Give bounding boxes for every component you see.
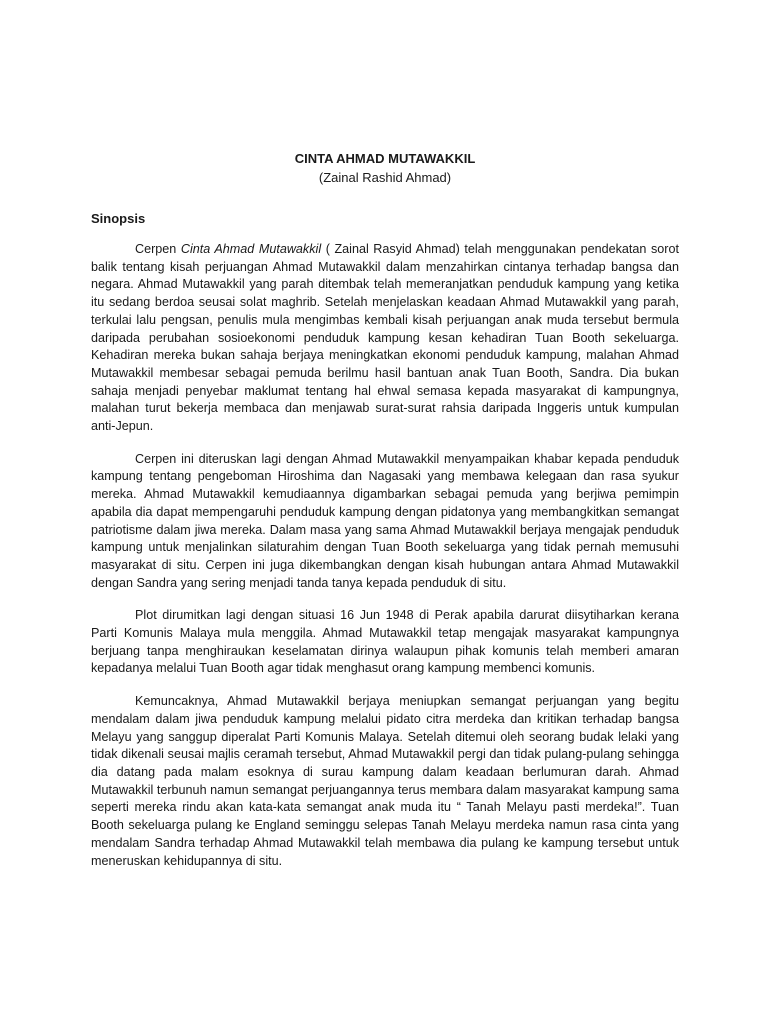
synopsis-paragraph-3: Plot dirumitkan lagi dengan situasi 16 Jun 1948 di Perak apabila darurat diisytiharkan kerana Parti Komunis Malaya mula menggila. Ahmad Mutawakkil tetap mengajak masyarakat kampungnya berjuang tanpa menghiraukan keselamatan dirinya walaupun pihak komunis telah memberi amaran kepadanya melalui Tuan Booth agar tidak menghasut orang kampung membenci komunis. (91, 608, 679, 676)
synopsis-paragraph-1 (91, 241, 679, 436)
section-heading-sinopsis: Sinopsis (91, 211, 146, 226)
synopsis-paragraph-2: Cerpen ini diteruskan lagi dengan Ahmad Mutawakkil menyampaikan khabar kepada penduduk kampung tentang pengeboman Hiroshima dan Nagasaki yang membawa kelegaan dan rasa syukur mereka. Ahmad Mutawakkil kemudiaannya digambarkan sebagai pemuda yang berjiwa pemimpin apabila dia dapat mempengaruhi penduduk kampung dengan pidatonya yang membangkitkan semangat patriotisme dalam jiwa mereka. Dalam masa yang sama Ahmad Mutawakkil berjaya mengajak penduduk kampung untuk menjalinkan silaturahim dengan Tuan Booth sekeluarga yang tidak pernah memusuhi masyarakat di situ. Cerpen ini juga dikembangkan dengan kisah hubungan antara Ahmad Mutawakkil dengan Sandra yang sering menjadi tanda tanya kepada penduduk di situ. (91, 451, 679, 590)
paragraph-1-body-text: ( Zainal Rasyid Ahmad) telah menggunakan pendekatan sorot balik tentang kisah perjuangan Ahmad Mutawakkil dalam menzahirkan cintanya terhadap bangsa dan negara. Ahmad Mutawakkil yang parah ditembak telah memeranjatkan penduduk kampung yang ketika itu sedang berdoa seusai solat maghrib. Setelah menjelaskan keadaan Ahmad Mutawakkil yang parah, terkulai lalu pengsan, penulis mula mengimbas kembali kisah perjuangan anak muda tersebut bermula daripada perubahan sosioekonomi penduduk kampung kesan kehadiran Tuan Booth sekeluarga. Kehadiran mereka bukan sahaja berjaya meningkatkan ekonomi penduduk kampung, malahan Ahmad Mutawakkil membesar sebagai pemuda berilmu hasil bantuan anak Tuan Booth, Sandra. Dia bukan sahaja menjadi penyebar maklumat tentang hal ehwal semasa kepada masyarakat di kampungnya, malahan turut bekerja membaca dan menjawab surat-surat rahsia daripada Inggeris untuk kumpulan anti-Jepun. (91, 242, 679, 434)
document-page (91, 150, 679, 870)
paragraph-1-lead-text: Cerpen (135, 242, 181, 256)
document-title: CINTA AHMAD MUTAWAKKIL (294, 151, 476, 166)
story-title-italic: Cinta Ahmad Mutawakkil (180, 242, 322, 256)
synopsis-paragraph-4: Kemuncaknya, Ahmad Mutawakkil berjaya meniupkan semangat perjuangan yang begitu mendalam dalam jiwa penduduk kampung melalui pidato citra merdeka dan kritikan terhadap bangsa Melayu yang sanggup diperalat Parti Komunis Malaya. Setelah ditemui oleh seorang budak lelaki yang tidak dikenali seusai majlis ceramah tersebut, Ahmad Mutawakkil pergi dan tidak pulang-pulang sehingga dia datang pada malam esoknya di surau kampung dalam keadaan berlumuran darah. Ahmad Mutawakkil terbunuh namun semangat perjuangannya terus membara dalam masyarakat kampung sama seperti mereka rindu akan kata-kata semangat anak muda itu “ Tanah Melayu pasti merdeka!”. Tuan Booth sekeluarga pulang ke England seminggu selepas Tanah Melayu merdeka namun rasa cinta yang mendalam Sandra terhadap Ahmad Mutawakkil telah membawa dia pulang ke kampung tersebut untuk meneruskan kehidupannya di situ. (91, 694, 679, 868)
document-author: (Zainal Rashid Ahmad) (318, 170, 452, 185)
